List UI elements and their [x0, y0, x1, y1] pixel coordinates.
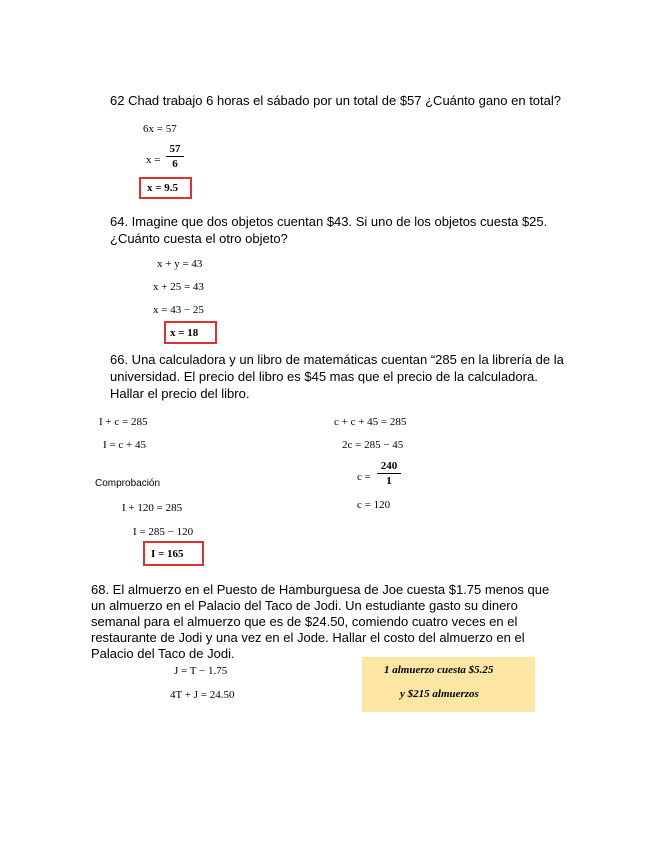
problem-64-eq3: x = 43 − 25	[153, 304, 204, 316]
problem-66-check-eq2: I = 285 − 120	[133, 526, 194, 538]
problem-64-eq2: x + 25 = 43	[153, 281, 204, 293]
problem-62-question: 62 Chad trabajo 6 horas el sábado por un total de $57 ¿Cuánto gano en total?	[110, 93, 561, 108]
problem-68-eq1: J = T − 1.75	[174, 665, 228, 677]
problem-66-question-line3: Hallar el precio del libro.	[110, 386, 250, 401]
problem-66-answer: I = 165	[151, 548, 184, 560]
fraction-denominator: 6	[172, 158, 178, 170]
problem-66-left-eq2: I = c + 45	[103, 439, 146, 451]
problem-62-answer: x = 9.5	[147, 182, 179, 194]
problem-64-question-line2: ¿Cuánto cuesta el otro objeto?	[110, 231, 288, 246]
problem-66-fraction	[377, 460, 401, 487]
fraction-bar	[166, 156, 184, 157]
problem-66-right-eq4: c = 120	[357, 499, 391, 511]
problem-66-right-eq2: 2c = 285 − 45	[342, 439, 404, 451]
problem-66-question-line2: universidad. El precio del libro es $45 mas que el precio de la calculadora.	[110, 369, 538, 384]
problem-64-eq1: x + y = 43	[157, 258, 203, 270]
problem-66-check-eq1: I + 120 = 285	[122, 502, 183, 514]
fraction-numerator: 57	[169, 143, 181, 155]
problem-68-question-line5: Palacio del Taco de Jodi.	[91, 646, 235, 661]
check-label: Comprobación	[95, 478, 161, 489]
problem-68-question-line3: semanal para el almuerzo que es de $24.50, comiendo cuatro veces en el	[91, 614, 518, 629]
problem-62-eq2-left: x =	[146, 154, 161, 166]
problem-68-question-line1: 68. El almuerzo en el Puesto de Hamburguesa de Joe cuesta $1.75 menos que	[91, 582, 550, 597]
problem-66-right-eq3-left: c =	[357, 471, 371, 483]
problem-62-eq1: 6x = 57	[143, 123, 177, 135]
problem-68-eq2: 4T + J = 24.50	[170, 689, 235, 701]
fraction-denominator: 1	[386, 475, 392, 487]
problem-64-answer: x = 18	[170, 327, 199, 339]
problem-68-answer-line1: 1 almuerzo cuesta $5.25	[384, 664, 494, 676]
fraction-bar	[377, 473, 401, 474]
problem-62-fraction	[166, 143, 184, 170]
problem-68-question-line4: restaurante de Jodi y una vez en el Jode. Hallar el costo del almuerzo en el	[91, 630, 525, 645]
problem-68-answer-line2: y $215 almuerzos	[400, 688, 479, 700]
problem-64-question-line1: 64. Imagine que dos objetos cuentan $43. Si uno de los objetos cuesta $25.	[110, 214, 548, 229]
problem-66-left-eq1: I + c = 285	[99, 416, 148, 428]
fraction-numerator: 240	[380, 460, 398, 472]
problem-66-right-eq1: c + c + 45 = 285	[334, 416, 407, 428]
problem-68-question-line2: un almuerzo en el Palacio del Taco de Jodi. Un estudiante gasto su dinero	[91, 598, 518, 613]
problem-66-question-line1: 66. Una calculadora y un libro de matemáticas cuentan “285 en la librería de la	[110, 352, 564, 367]
